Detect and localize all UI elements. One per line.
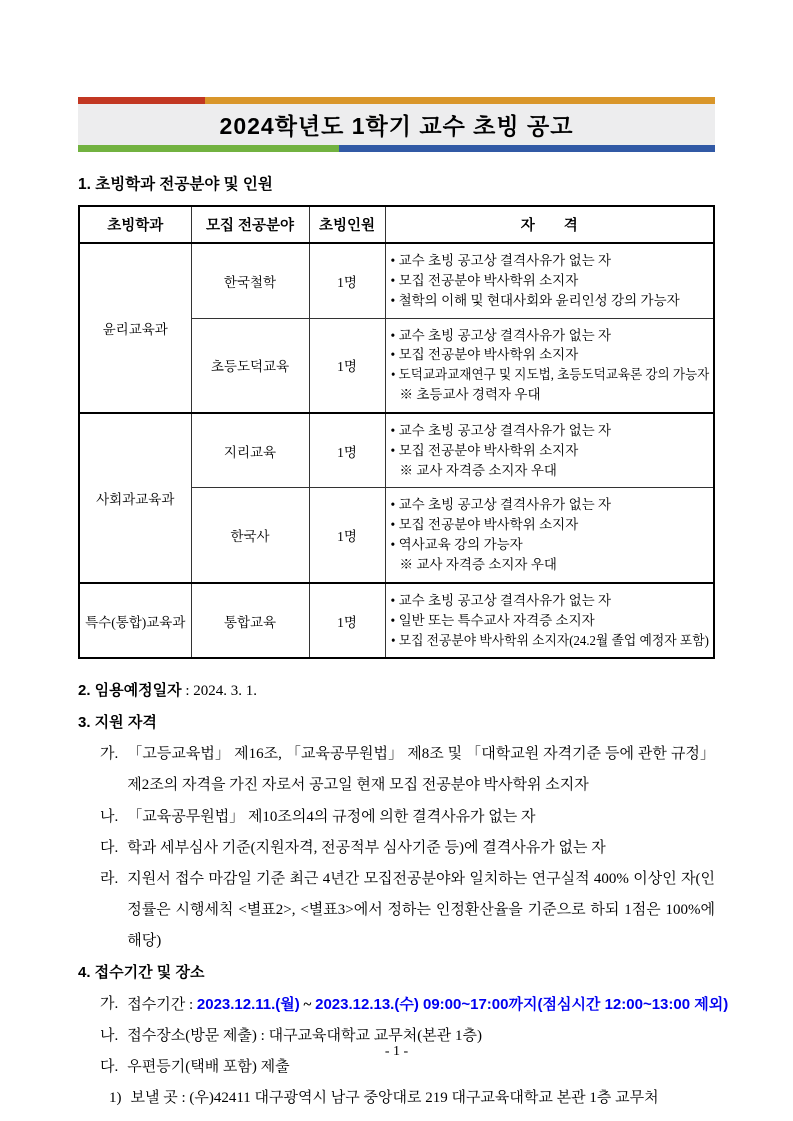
recruitment-table-body [79, 243, 714, 658]
qualification-line: • 역사교육 강의 가능자 [390, 537, 523, 553]
headcount-cell: 1명 [309, 413, 385, 488]
qualification-line: ※ 교사 자격증 소지자 우대 [399, 462, 557, 478]
item-label: 가. [100, 746, 119, 763]
item-label: 다. [100, 1058, 119, 1075]
qualification-line: • 모집 전공분야 박사학위 소지자(24.2월 졸업 예정자 포함) [390, 632, 709, 648]
page-number: - 1 - [384, 1044, 409, 1059]
text-span: 4. 접수기간 및 장소 [78, 963, 205, 981]
qualification-line: • 교수 초빙 공고상 결격사유가 없는 자 [390, 327, 612, 343]
table-header-cell: 초빙인원 [309, 206, 385, 243]
item-text [127, 989, 728, 1021]
item-label: 나. [100, 808, 119, 825]
section-heading-eligibility [78, 707, 715, 739]
text-span: 지원서 접수 마감일 기준 최근 4년간 모집전공분야와 일치하는 연구실적 400% 이상인 자(인정률은 시행세칙 <별표2>, <별표3>에서 정하는 인정환산율을 기준으로 하되 1점은 100%에 해당) [127, 870, 715, 949]
field-name: 초등도덕교육 [210, 359, 290, 375]
section-1-heading: 1. 초빙학과 전공분야 및 인원 [78, 176, 273, 193]
item-label: 다. [100, 839, 119, 856]
table-header-cell: 모집 전공분야 [191, 206, 309, 243]
text-span: 접수장소(방문 제출) : 대구교육대학교 교무처(본관 1층) [127, 1027, 482, 1044]
item-text [127, 802, 715, 833]
highlighted-text: 2023.12.11.(월) [196, 995, 300, 1013]
text-span: 학과 세부심사 기준(지원자격, 전공적부 심사기준 등)에 결격사유가 없는 자 [127, 839, 606, 856]
section-heading-employment-date [78, 675, 715, 707]
department-cell [79, 243, 191, 413]
qualifications-cell [385, 413, 714, 488]
banner-top-bar-red-segment [78, 97, 205, 104]
qualification-line: ※ 초등교사 경력자 우대 [399, 387, 541, 403]
department-name: 윤리교육과 [102, 321, 168, 337]
text-span: 우편등기(택배 포함) 제출 [127, 1058, 290, 1075]
qualification-line: • 일반 또는 특수교사 자격증 소지자 [390, 612, 595, 628]
qualification-line: • 도덕교과교재연구 및 지도법, 초등도덕교육론 강의 가능자 [390, 367, 709, 383]
text-span: 3. 지원 자격 [78, 714, 157, 732]
table-header-row [79, 206, 714, 243]
text-span: ~ [299, 996, 316, 1013]
qualifications-cell [385, 243, 714, 318]
department-name: 특수(통합)교육과 [85, 614, 186, 630]
field-name: 지리교육 [223, 444, 277, 460]
item-label: 가. [100, 995, 119, 1012]
text-span: 「고등교육법」 제16조, 「교육공무원법」 제8조 및 「대학교원 자격기준 등에 관한 규정」 제2조의 자격을 가진 자로서 공고일 현재 모집 전공분야 박사학위 소지자 [127, 746, 715, 794]
table-row [79, 583, 714, 659]
table-header-cell: 초빙학과 [79, 206, 191, 243]
field-cell [191, 413, 309, 488]
qualification-line: ※ 교사 자격증 소지자 우대 [399, 556, 557, 572]
qualification-line: • 교수 초빙 공고상 결격사유가 없는 자 [390, 422, 612, 438]
field-name: 통합교육 [223, 614, 277, 630]
banner-bottom-bar-blue-segment [339, 145, 715, 152]
headcount-cell: 1명 [309, 488, 385, 583]
qualification-line: • 모집 전공분야 박사학위 소지자 [390, 272, 579, 288]
table-row [79, 243, 714, 318]
text-span: 「교육공무원법」 제10조의4의 규정에 의한 결격사유가 없는 자 [127, 808, 536, 825]
section-item [100, 989, 729, 1021]
item-text [127, 739, 715, 801]
banner-top-bar [78, 97, 715, 104]
section-item [100, 802, 715, 833]
text-span: 2. 임용예정일자 [78, 682, 182, 700]
field-cell [191, 318, 309, 413]
section-heading-application [78, 957, 715, 989]
department-name: 사회과교육과 [96, 491, 175, 507]
banner-bottom-bar-green-segment [78, 145, 339, 152]
headcount-cell: 1명 [309, 243, 385, 318]
recruitment-table-head [79, 206, 714, 243]
field-cell [191, 583, 309, 659]
section-item [100, 739, 715, 801]
section-item [100, 833, 715, 864]
qualification-line: • 모집 전공분야 박사학위 소지자 [390, 442, 579, 458]
banner-bottom-bar [78, 145, 715, 152]
qualification-line: • 철학의 이해 및 현대사회와 윤리인성 강의 가능자 [390, 292, 680, 308]
highlighted-text: 2023.12.13.(수) 09:00~17:00까지(점심시간 12:00~13:00 제외) [315, 995, 729, 1013]
item-text [127, 833, 715, 864]
section-item [100, 864, 715, 957]
text-span: 보낼 곳 : (우)42411 대구광역시 남구 중앙대로 219 대구교육대학교 본관 1층 교무처 [130, 1089, 659, 1106]
title-banner [78, 97, 715, 152]
qualification-line: • 모집 전공분야 박사학위 소지자 [390, 517, 579, 533]
text-span: : 2024. 3. 1. [181, 683, 258, 700]
section-item [109, 1083, 715, 1114]
qualifications-cell [385, 318, 714, 413]
item-text [131, 1083, 716, 1114]
text-span: 접수기간 : [127, 996, 197, 1013]
field-name: 한국사 [230, 529, 270, 545]
field-cell [191, 488, 309, 583]
table-row [79, 413, 714, 488]
document-content [78, 97, 729, 1114]
field-cell [191, 243, 309, 318]
banner-top-bar-orange-segment [205, 97, 715, 104]
item-text [127, 864, 715, 957]
qualification-line: • 모집 전공분야 박사학위 소지자 [390, 347, 579, 363]
table-header-cell: 자 격 [385, 206, 714, 243]
department-cell [79, 583, 191, 659]
headcount-cell: 1명 [309, 318, 385, 413]
field-name: 한국철학 [223, 274, 277, 290]
qualifications-cell [385, 488, 714, 583]
item-label: 라. [100, 870, 119, 887]
item-label: 나. [100, 1027, 119, 1044]
page-title: 2024학년도 1학기 교수 초빙 공고 [78, 104, 715, 145]
item-label: 1) [109, 1089, 122, 1106]
qualifications-cell [385, 583, 714, 659]
recruitment-table [78, 205, 715, 659]
qualification-line: • 교수 초빙 공고상 결격사유가 없는 자 [390, 253, 612, 268]
qualification-line: • 교수 초빙 공고상 결격사유가 없는 자 [390, 592, 612, 608]
qualification-line: • 교수 초빙 공고상 결격사유가 없는 자 [390, 497, 612, 513]
department-cell [79, 413, 191, 583]
headcount-cell: 1명 [309, 583, 385, 659]
